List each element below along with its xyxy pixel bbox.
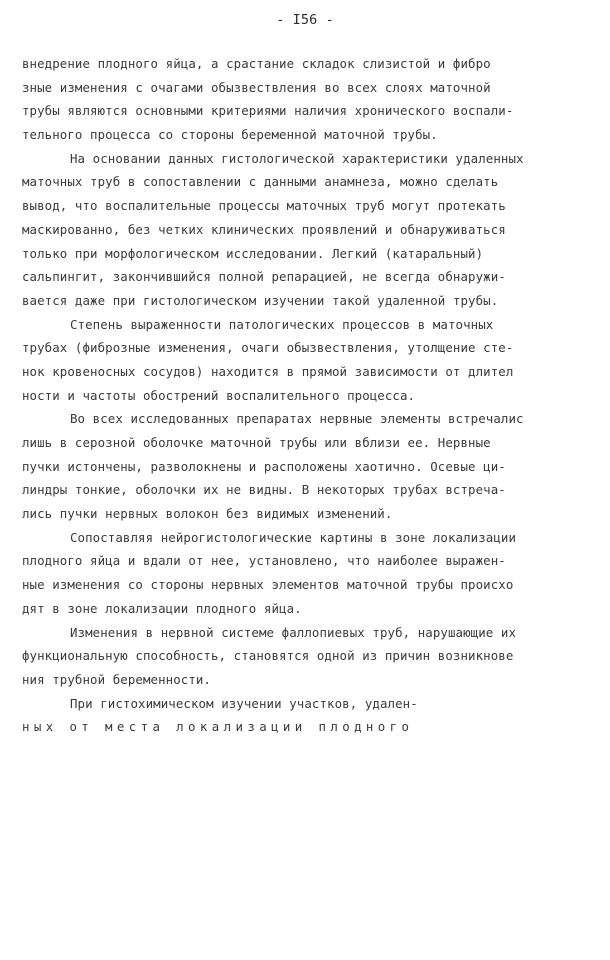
text-line: ные изменения со стороны нервных элементов маточной трубы происхо (22, 577, 514, 593)
text-line-spaced: ных от места локализации плодного (22, 719, 414, 735)
text-line: зные изменения с очагами обызвествления во всех слоях маточной (22, 79, 491, 95)
text-line: лись пучки нервных волокон без видимых изменений. (22, 506, 393, 522)
text-line: линдры тонкие, оболочки их не видны. В некоторых трубах встреча- (22, 482, 506, 498)
paragraph-first-line: Во всех исследованных препаратах нервные элементы встречалис (70, 411, 524, 427)
text-line: трубах (фиброзные изменения, очаги обызвествления, утолщение сте- (22, 340, 514, 356)
text-line: трубы являются основными критериями наличия хронического воспали- (22, 103, 514, 119)
text-line: нок кровеносных сосудов) находится в прямой зависимости от длител (22, 363, 514, 379)
body-text (22, 52, 602, 739)
page-number: - I56 - (276, 12, 334, 28)
text-line: вывод, что воспалительные процессы маточных труб могут протекать (22, 198, 506, 214)
text-line: маточных труб в сопоставлении с данными анамнеза, можно сделать (22, 174, 499, 190)
text-line: только при морфологическом исследовании. Легкий (катаральный) (22, 245, 484, 261)
text-line: функциональную способность, становятся одной из причин возникнове (22, 648, 514, 664)
text-line: плодного яйца и вдали от нее, установлено, что наиболее выражен- (22, 553, 506, 569)
paragraph-first-line: Сопоставляя нейрогистологические картины в зоне локализации (70, 529, 517, 545)
paragraph-first-line: Изменения в нервной системе фаллопиевых труб, нарушающие их (70, 624, 517, 640)
text-line: внедрение плодного яйца, а срастание складок слизистой и фибро (22, 56, 491, 71)
text-line: дят в зоне локализации плодного яйца. (22, 600, 302, 616)
text-line: ния трубной беременности. (22, 671, 211, 687)
paragraph-first-line: При гистохимическом изучении участков, удален- (70, 695, 418, 711)
text-line: тельного процесса со стороны беременной маточной трубы. (22, 127, 438, 143)
text-line: лишь в серозной оболочке маточной трубы или вблизи ее. Нервные (22, 435, 491, 450)
text-line: вается даже при гистологическом изучении такой удаленной трубы. (22, 292, 499, 308)
text-line: пучки истончены, разволокнены и расположены хаотично. Осевые ци- (22, 458, 506, 474)
text-line: ности и частоты обострений воспалительного процесса. (22, 387, 416, 403)
text-line: сальпингит, закончившийся полной репарацией, не всегда обнаружи- (22, 269, 506, 285)
paragraph-first-line: На основании данных гистологической характеристики удаленных (70, 150, 524, 166)
paragraph-first-line: Степень выраженности патологических процессов в маточных (70, 316, 494, 332)
text-line: маскированно, без четких клинических проявлений и обнаруживаться (22, 221, 506, 237)
